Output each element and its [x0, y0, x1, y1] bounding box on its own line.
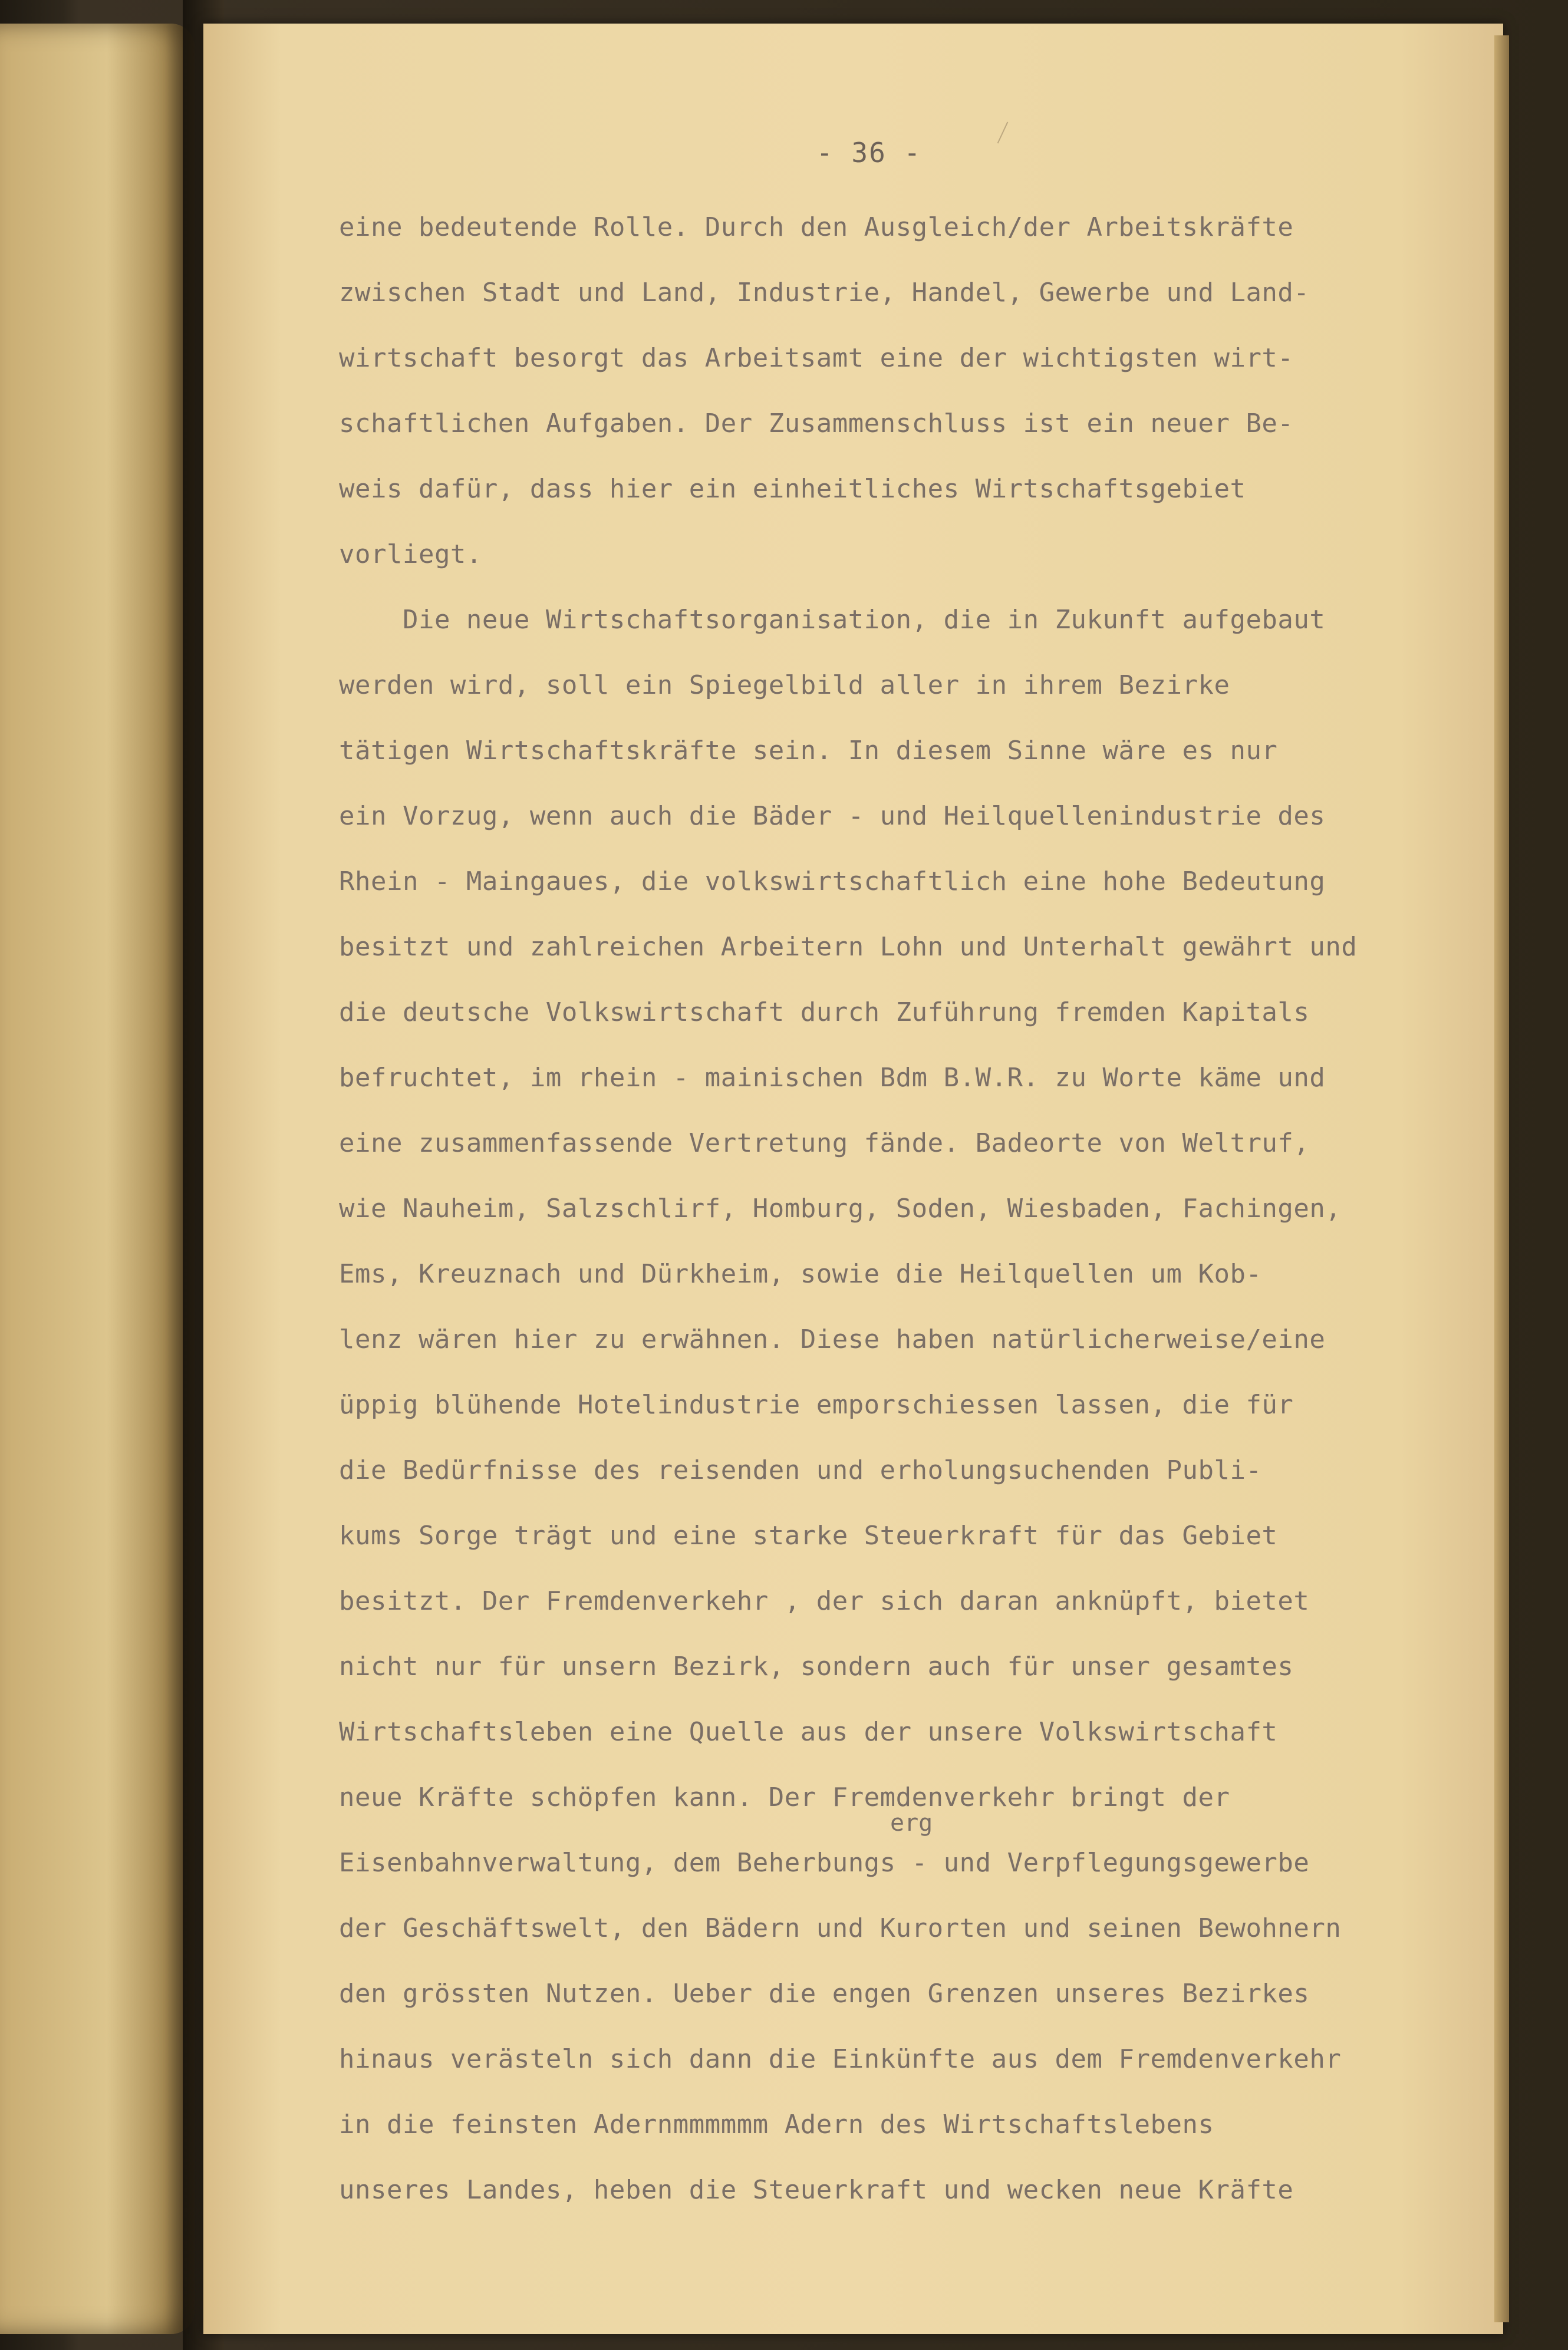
- text-line: der Geschäftswelt, den Bädern und Kurorten und seinen Bewohnern: [339, 1913, 1342, 1943]
- text-line: Wirtschaftsleben eine Quelle aus der unsere Volkswirtschaft: [339, 1717, 1278, 1747]
- text-line: weis dafür, dass hier ein einheitliches Wirtschaftsgebiet: [339, 474, 1246, 504]
- text-line: wie Nauheim, Salzschlirf, Homburg, Soden, Wiesbaden, Fachingen,: [339, 1194, 1342, 1224]
- text-line: eine zusammenfassende Vertretung fände. Badeorte von Weltruf,: [339, 1128, 1310, 1158]
- body-text: [339, 195, 1494, 2223]
- text-line: die deutsche Volkswirtschaft durch Zuführung fremden Kapitals: [339, 997, 1310, 1027]
- text-line: neue Kräfte schöpfen kann. Der Fremdenverkehr bringt der: [339, 1782, 1230, 1812]
- text-line: tätigen Wirtschaftskräfte sein. In diesem Sinne wäre es nur: [339, 736, 1278, 766]
- text-line: schaftlichen Aufgaben. Der Zusammenschluss ist ein neuer Be-: [339, 408, 1294, 439]
- page-edge: [1494, 35, 1509, 2322]
- text-line: besitzt. Der Fremdenverkehr , der sich daran anknüpft, bietet: [339, 1586, 1310, 1616]
- text-line: die Bedürfnisse des reisenden und erholungsuchenden Publi-: [339, 1455, 1262, 1485]
- text-line: werden wird, soll ein Spiegelbild aller in ihrem Bezirke: [339, 670, 1230, 700]
- text-line: üppig blühende Hotelindustrie emporschiessen lassen, die für: [339, 1390, 1294, 1420]
- text-line: ein Vorzug, wenn auch die Bäder - und Heilquellenindustrie des: [339, 801, 1326, 831]
- text-line: Rhein - Maingaues, die volkswirtschaftlich eine hohe Bedeutung: [339, 866, 1326, 897]
- text-line: vorliegt.: [339, 539, 482, 569]
- text-line: hinaus verästeln sich dann die Einkünfte aus dem Fremdenverkehr: [339, 2044, 1342, 2074]
- text-line: unseres Landes, heben die Steuerkraft und wecken neue Kräfte: [339, 2175, 1294, 2205]
- interlinear-insertion: erg: [890, 1810, 933, 1837]
- text-line: wirtschaft besorgt das Arbeitsamt eine der wichtigsten wirt-: [339, 343, 1294, 373]
- text-line: Eisenbahnverwaltung, dem Beherbungs - und Verpflegungsgewerbe: [339, 1848, 1310, 1878]
- text-line: eine bedeutende Rolle. Durch den Ausgleich/der Arbeitskräfte: [339, 212, 1294, 242]
- text-line: lenz wären hier zu erwähnen. Diese haben natürlicherweise/eine: [339, 1324, 1326, 1354]
- text-line: zwischen Stadt und Land, Industrie, Handel, Gewerbe und Land-: [339, 278, 1310, 308]
- text-line: den grössten Nutzen. Ueber die engen Grenzen unseres Bezirkes: [339, 1979, 1310, 2009]
- text-line: kums Sorge trägt und eine starke Steuerkraft für das Gebiet: [339, 1521, 1278, 1551]
- text-line: befruchtet, im rhein - mainischen Bdm B.W.R. zu Worte käme und: [339, 1063, 1326, 1093]
- text-line: nicht nur für unsern Bezirk, sondern auch für unser gesamtes: [339, 1652, 1294, 1682]
- text-line: Die neue Wirtschaftsorganisation, die in Zukunft aufgebaut: [339, 605, 1326, 635]
- text-line: in die feinsten Adernmmmmmm Adern des Wirtschaftslebens: [339, 2110, 1214, 2140]
- left-page-edge: [0, 24, 195, 2334]
- text-line: Ems, Kreuznach und Dürkheim, sowie die Heilquellen um Kob-: [339, 1259, 1262, 1289]
- text-line: besitzt und zahlreichen Arbeitern Lohn und Unterhalt gewährt und: [339, 932, 1358, 962]
- page-number: - 36 -: [816, 137, 922, 169]
